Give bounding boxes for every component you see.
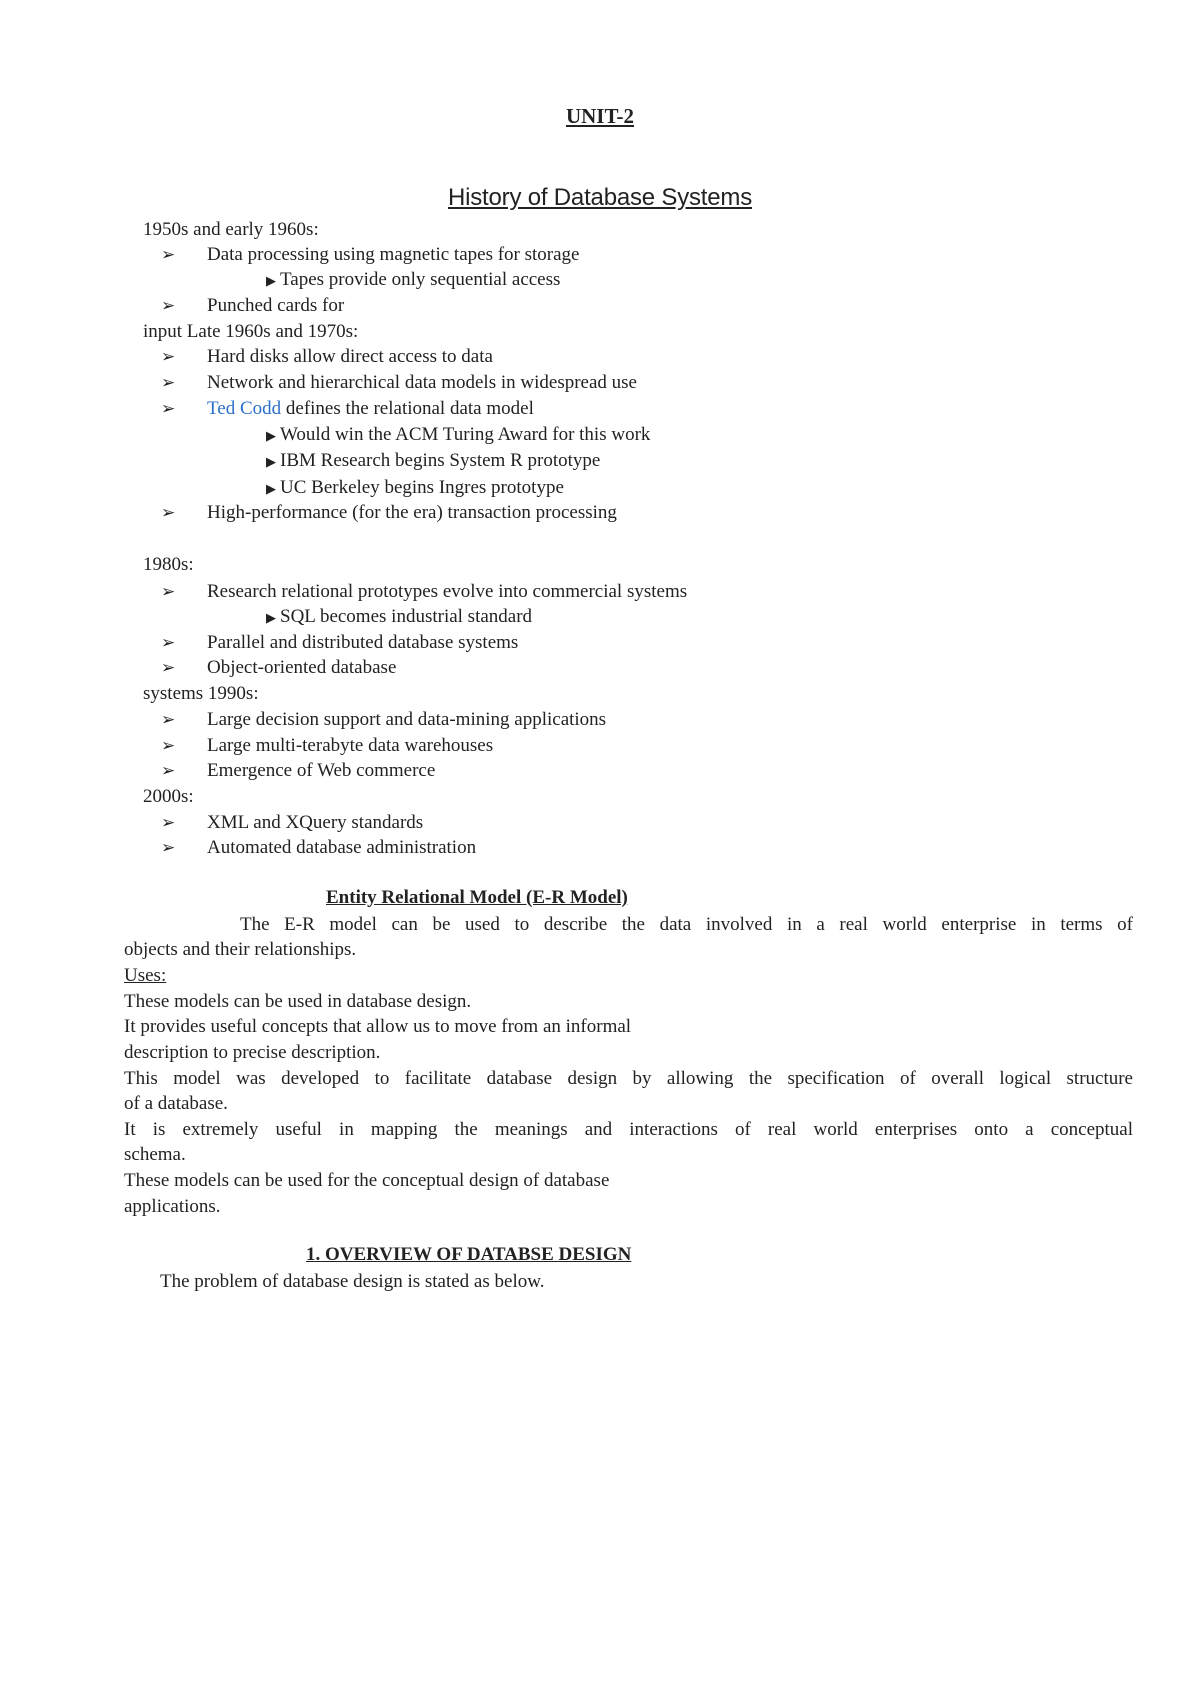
arrow-bullet-icon: ➢ [161,736,176,756]
list-item-text: High-performance (for the era) transaction processing [207,502,617,523]
arrow-bullet-icon: ➢ [161,658,176,678]
uses-paragraph: schema. [124,1144,186,1165]
era-heading-2000s: 2000s: [143,786,194,807]
uses-label: Uses: [124,965,167,986]
list-item-text: Hard disks allow direct access to data [207,346,493,367]
er-model-heading: Entity Relational Model (E-R Model) [326,887,628,908]
sub-list-item-text: UC Berkeley begins Ingres prototype [280,477,564,498]
list-item [161,656,396,680]
sub-list-item [266,476,564,502]
arrow-bullet-icon: ➢ [161,633,176,653]
arrow-bullet-icon: ➢ [161,399,176,419]
arrow-bullet-icon: ➢ [161,582,176,602]
overview-heading: 1. OVERVIEW OF DATABSE DESIGN [306,1244,632,1265]
list-item-text: Emergence of Web commerce [207,760,436,781]
arrow-bullet-icon: ➢ [161,710,176,730]
uses-paragraph: description to precise description. [124,1042,381,1063]
sub-list-item-text: Would win the ACM Turing Award for this work [280,424,651,445]
list-item-text: XML and XQuery standards [207,812,424,833]
triangle-bullet-icon: ▶ [266,274,276,289]
triangle-bullet-icon: ▶ [266,611,276,626]
sub-list-item-text: Tapes provide only sequential access [280,269,561,290]
overview-text: The problem of database design is stated as below. [160,1271,545,1292]
arrow-bullet-icon: ➢ [161,347,176,367]
list-item-text: defines the relational data model [281,398,534,419]
list-item-text: Network and hierarchical data models in widespread use [207,372,637,393]
uses-paragraph: These models can be used in database design. [124,991,472,1012]
sub-list-item [266,268,560,294]
uses-paragraph: It provides useful concepts that allow us to move from an informal [124,1016,632,1037]
er-intro-line-2: objects and their relationships. [124,939,357,960]
list-item [161,811,423,835]
list-item [161,243,580,267]
list-item [161,397,534,421]
uses-paragraph: It is extremely useful in mapping the meanings and interactions of real world enterprises onto a conceptual [124,1119,1133,1140]
list-item [161,580,687,604]
uses-paragraph: of a database. [124,1093,228,1114]
list-item-text: Data processing using magnetic tapes for storage [207,244,580,265]
arrow-bullet-icon: ➢ [161,245,176,265]
er-intro-line-1: The E-R model can be used to describe the data involved in a real world enterprise in terms of [240,914,1133,935]
triangle-bullet-icon: ▶ [266,482,276,497]
sub-list-item [266,423,650,449]
triangle-bullet-icon: ▶ [266,429,276,444]
list-item [161,708,606,732]
list-item [161,345,493,369]
list-item [161,501,617,525]
arrow-bullet-icon: ➢ [161,503,176,523]
list-item-text: Object-oriented database [207,657,397,678]
list-item-text: Parallel and distributed database systems [207,632,519,653]
list-item-text: Large multi-terabyte data warehouses [207,735,494,756]
arrow-bullet-icon: ➢ [161,813,176,833]
list-item [161,759,435,783]
uses-paragraph: applications. [124,1196,221,1217]
sub-list-item [266,605,532,631]
list-item [161,734,493,758]
list-item-text: Automated database administration [207,837,477,858]
arrow-bullet-icon: ➢ [161,761,176,781]
era-heading-1980s: 1980s: [143,554,194,575]
list-item [161,836,476,860]
list-item [161,371,637,395]
list-item-text: Research relational prototypes evolve into commercial systems [207,581,688,602]
sub-list-item-text: SQL becomes industrial standard [280,606,533,627]
arrow-bullet-icon: ➢ [161,838,176,858]
uses-paragraph: These models can be used for the conceptual design of database [124,1170,610,1191]
era-heading-1960s: input Late 1960s and 1970s: [143,321,359,342]
unit-title: UNIT-2 [565,104,635,128]
sub-list-item [266,449,600,475]
list-item [161,294,344,318]
arrow-bullet-icon: ➢ [161,373,176,393]
sub-list-item-text: IBM Research begins System R prototype [280,450,601,471]
uses-paragraph: This model was developed to facilitate database design by allowing the specification of overall logical structure [124,1068,1133,1089]
list-item [161,631,518,655]
list-item-text: Punched cards for [207,295,345,316]
era-heading-1990s: systems 1990s: [143,683,259,704]
list-item-text: Large decision support and data-mining applications [207,709,607,730]
history-title: History of Database Systems [447,184,753,211]
ted-codd-link[interactable]: Ted Codd [207,398,282,419]
arrow-bullet-icon: ➢ [161,296,176,316]
era-heading-1950s: 1950s and early 1960s: [143,219,319,240]
triangle-bullet-icon: ▶ [266,455,276,470]
